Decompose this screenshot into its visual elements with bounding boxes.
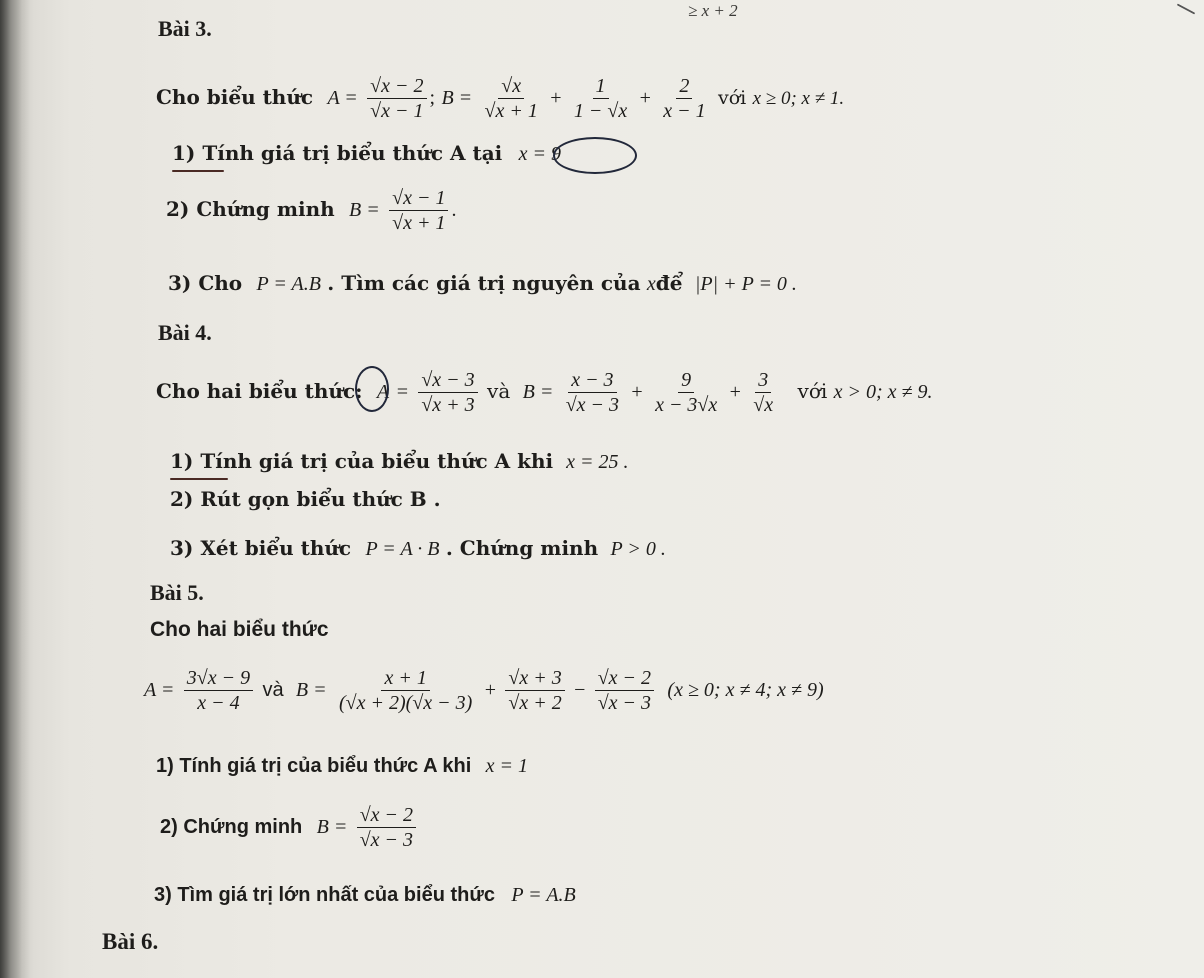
bai3-q3-de: để [655,271,683,295]
bai4-question-1 [170,451,628,472]
bai4-title: Bài 4. [158,320,212,345]
corner-mark [1177,3,1196,14]
bai4-B-fraction-1 [563,370,622,415]
bai5-B-fraction-2 [505,668,564,713]
bai3-question-3 [168,273,797,294]
bai3-A-fraction [367,76,426,121]
bai4-B1-denominator: √x − 3 [565,394,620,416]
bai4-question-2: 2) Rút gọn biểu thức B . [170,487,441,511]
plus-sign: + [631,381,643,403]
bai5-q2-eq: B = [316,816,348,838]
bai4-B2-numerator: 9 [678,370,694,393]
bai4-condition: x > 0; x ≠ 9. [833,381,933,403]
bai3-q3-eq: |P| + P = 0 . [694,273,797,295]
bai5-B-fraction-3 [595,668,654,713]
bai5-B-eq: B = [295,679,327,701]
bai3-B-eq: B = [441,87,473,109]
bai5-q3-text: 3) Tìm giá trị lớn nhất của biểu thức [154,884,495,906]
handwritten-circle-x9 [553,137,637,174]
bai3-q3-mid: . Tìm các giá trị nguyên của [327,271,641,295]
bai3-A-eq: A = [327,87,358,109]
bai5-q1-value: x = 1 [485,755,528,777]
bai4-q1-value: x = 25 . [566,451,629,473]
bai4-B-fraction-3 [750,370,776,415]
bai4-A-fraction [418,370,477,415]
bai5-B1-numerator: x + 1 [381,668,429,691]
bai3-q2-denominator: √x + 1 [392,212,446,234]
bai5-condition: (x ≥ 0; x ≠ 4; x ≠ 9) [667,679,824,701]
bai3-definition [156,76,844,121]
bai5-q3-p: P = A.B [511,884,576,906]
bai3-B3-denominator: x − 1 [663,100,706,122]
bai3-B-fraction-2 [571,76,630,121]
bai4-q3-text: 3) Xét biểu thức [170,536,352,560]
bai5-question-2 [160,805,419,850]
plus-sign: + [550,87,562,109]
bai5-A-numerator: 3√x − 9 [184,668,253,691]
bai3-B-fraction-1 [482,76,541,121]
bai3-B3-numerator: 2 [676,76,692,99]
bai5-B3-denominator: √x − 3 [597,692,652,714]
bai3-question-1 [172,143,561,164]
bai4-question-3 [170,538,666,559]
bai3-q3-p: P = A.B [256,273,321,295]
bai5-B-fraction-1 [336,668,475,713]
bai3-B2-numerator: 1 [593,76,609,99]
bai5-intro: Cho hai biểu thức [150,618,329,641]
bai3-B1-denominator: √x + 1 [484,100,538,122]
bai4-q3-p: P = A · B [365,538,440,560]
bai5-q2-numerator: √x − 2 [357,805,416,828]
bai3-B2-denominator: 1 − √x [573,100,628,122]
plus-sign: + [729,381,741,403]
bai4-A-denominator: √x + 3 [421,394,475,416]
bai3-q1-text: 1) Tính giá trị biểu thức A tại [172,141,503,165]
bai5-B2-numerator: √x + 3 [505,668,564,691]
bai4-intro: Cho hai biểu thức: [156,379,363,403]
bai3-q1-value: x = 9 [518,143,561,165]
handwritten-underline [170,478,228,480]
bai4-A-label: A [376,381,390,403]
bai3-title: Bài 3. [158,16,212,41]
bai3-voi: với [717,87,747,109]
page-edge-shadow [0,0,34,978]
bai5-B3-numerator: √x − 2 [595,668,654,691]
bai3-q2-text: 2) Chứng minh [166,197,335,221]
bai3-intro: Cho biểu thức [156,85,314,109]
bai4-B-eq: B = [522,381,554,403]
bai5-question-1 [156,755,528,776]
bai3-q2-period: . [451,199,457,221]
bai5-va: và [262,679,284,701]
bai5-A-eq: A = [144,679,175,701]
bai3-question-2 [166,188,456,233]
bai4-A-numerator: √x − 3 [418,370,477,393]
handwritten-underline [172,170,224,172]
bai5-q2-denominator: √x − 3 [359,829,414,851]
bai5-A-fraction [184,668,253,713]
bai3-condition: x ≥ 0; x ≠ 1. [752,88,845,109]
bai4-definition [156,370,933,415]
bai4-A-eq: = [395,381,409,403]
bai5-B2-denominator: √x + 2 [508,692,562,714]
bai3-q3-x: x [646,273,656,295]
bai4-B3-numerator: 3 [755,370,771,393]
bai3-A-numerator: √x − 2 [367,76,426,99]
bai5-question-3 [154,884,576,905]
bai5-q2-text: 2) Chứng minh [160,816,303,838]
bai6-title: Bài 6. [102,929,159,954]
bai5-definition [144,668,824,713]
bai4-B3-denominator: √x [753,394,774,416]
bai5-q2-fraction [357,805,416,850]
minus-sign: − [574,679,586,701]
top-scribble: ≥ x + 2 [688,1,738,20]
bai5-B1-denominator: (√x + 2)(√x − 3) [339,692,473,714]
bai3-A-denominator: √x − 1 [370,100,424,122]
bai3-q2-fraction [389,188,448,233]
bai5-q1-text: 1) Tính giá trị của biểu thức A khi [156,755,472,777]
bai5-title: Bài 5. [150,580,204,605]
bai4-q3-mid: . Chứng minh [445,536,599,560]
bai4-B-fraction-2 [652,370,720,415]
bai4-q3-end: P > 0 . [610,538,666,560]
bai4-B1-numerator: x − 3 [568,370,616,393]
bai4-B2-denominator: x − 3√x [655,394,718,416]
bai4-q1-text: 1) Tính giá trị của biểu thức A khi [170,449,554,473]
bai4-voi: với [797,379,828,403]
bai3-B1-numerator: √x [498,76,524,99]
bai3-q2-eq: B = [349,199,380,221]
bai3-q3-text: 3) Cho [168,271,243,295]
bai5-A-denominator: x − 4 [197,692,240,714]
plus-sign: + [484,679,496,701]
bai3-q2-numerator: √x − 1 [389,188,448,211]
bai4-va: và [487,379,511,403]
plus-sign: + [639,87,651,109]
bai3-B-fraction-3 [660,76,708,121]
bai3-separator: ; [429,87,436,109]
